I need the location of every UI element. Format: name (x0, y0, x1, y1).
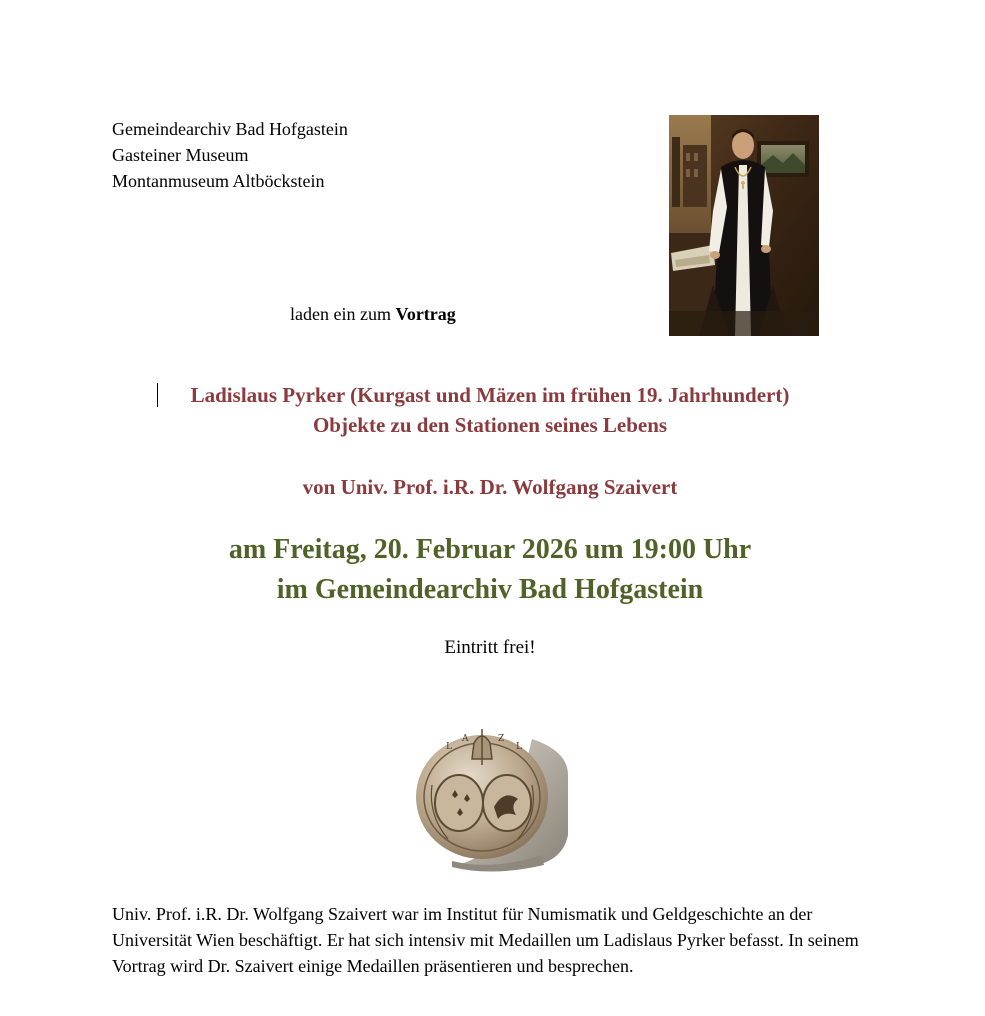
svg-text:L: L (516, 742, 522, 752)
svg-text:A: A (462, 734, 469, 744)
lecture-title (0, 380, 980, 440)
organizer-montanmuseum: Montanmuseum Altböckstein (112, 171, 325, 191)
seal-medal-image (412, 715, 568, 873)
speaker-bio: Univ. Prof. i.R. Dr. Wolfgang Szaivert war im Institut für Numismatik und Geldgeschichte an der Universität Wien beschäftigt. Er hat sich intensiv mit Medaillen um Ladislaus Pyrker befasst. In seinem Vortrag wird Dr. Szaivert einige Medaillen präsentieren und besprechen. (112, 904, 859, 976)
entry-notice: Eintritt frei! (444, 637, 536, 658)
invitation-emphasis: Vortrag (395, 304, 456, 324)
invitation-line (290, 301, 456, 327)
lecture-venue: im Gemeindearchiv Bad Hofgastein (276, 574, 704, 605)
invitation-prefix: laden ein zum (290, 304, 396, 324)
lecture-title-line2: Objekte zu den Stationen seines Lebens (312, 413, 668, 437)
lecture-speaker: von Univ. Prof. i.R. Dr. Wolfgang Szaivert (302, 475, 678, 499)
lecture-date-venue (0, 530, 980, 610)
lecture-title-line1: Ladislaus Pyrker (Kurgast und Mäzen im frühen 19. Jahrhundert) (190, 383, 790, 407)
portrait-image (669, 115, 819, 336)
svg-text:Z: Z (498, 734, 505, 744)
organizer-list (112, 116, 348, 194)
organizer-gemeindearchiv: Gemeindearchiv Bad Hofgastein (112, 119, 348, 139)
organizer-gasteiner-museum: Gasteiner Museum (112, 145, 249, 165)
lecture-date: am Freitag, 20. Februar 2026 um 19:00 Uhr (228, 534, 752, 565)
svg-text:L: L (446, 742, 452, 752)
